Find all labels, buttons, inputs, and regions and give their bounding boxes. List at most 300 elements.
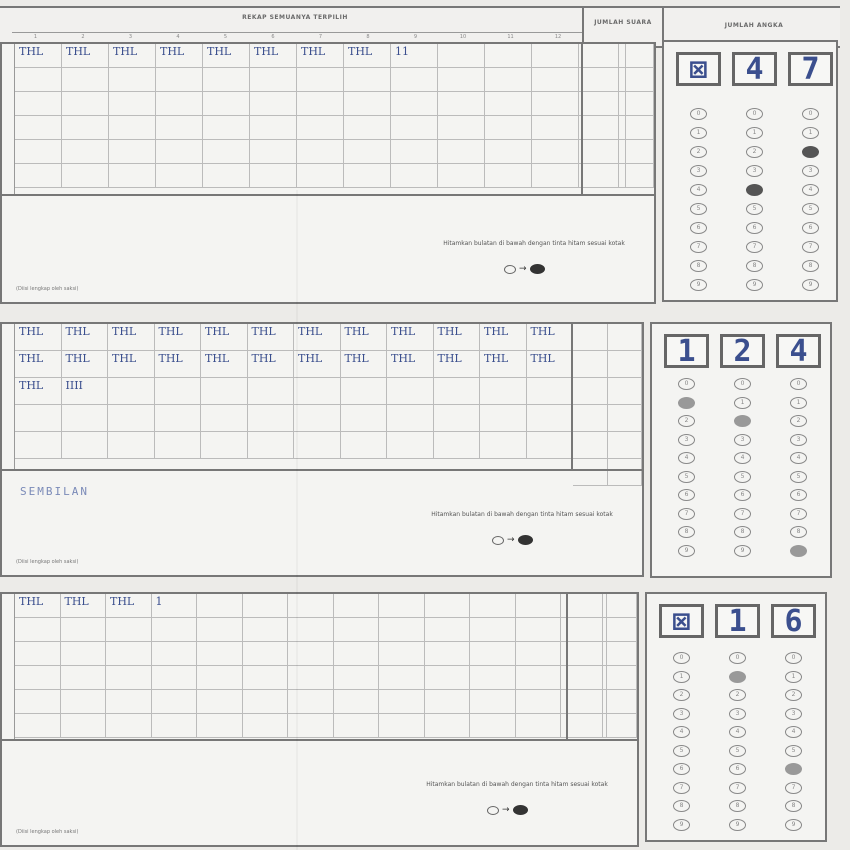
tally-cell: [250, 140, 297, 164]
tally-cell: [62, 405, 109, 432]
total-cell: [619, 92, 655, 116]
tally-cell: THL: [15, 351, 62, 378]
tally-cell: [61, 666, 107, 690]
tally-cell: [243, 642, 289, 666]
tally-cell: [197, 666, 243, 690]
tally-cell: [201, 405, 248, 432]
digit-bubble[interactable]: 4: [802, 184, 819, 196]
filled-bubble-icon: [518, 535, 533, 545]
digit-bubble[interactable]: 9: [673, 819, 690, 831]
tally-cell: THL: [61, 594, 107, 618]
digit-bubble[interactable]: 3: [785, 708, 802, 720]
tally-cell: [341, 378, 388, 405]
tally-cell: [434, 405, 481, 432]
tally-cell: [15, 690, 61, 714]
tally-cell: [334, 618, 380, 642]
tally-cell: [480, 405, 527, 432]
tally-cell: [438, 44, 485, 68]
digit-box: 1: [715, 604, 760, 638]
total-cell: [583, 92, 619, 116]
column-number: 2: [81, 34, 85, 40]
tally-cell: [379, 714, 425, 738]
digit-bubble[interactable]: 4: [690, 184, 707, 196]
digit-bubble[interactable]: 7: [734, 508, 751, 520]
digit-box: 2: [720, 334, 765, 368]
tally-cell: [425, 690, 471, 714]
tally-cell: [15, 405, 62, 432]
tally-cell: [516, 618, 562, 642]
tally-cell: [288, 690, 334, 714]
tally-cell: [288, 666, 334, 690]
instruction-text: Hitamkan bulatan di bawah dengan tinta hitam sesuai kotak: [431, 511, 613, 518]
tally-cell: THL: [108, 351, 155, 378]
filled-bubble-icon: [530, 264, 545, 274]
number-bubble-panel: [650, 322, 832, 578]
tally-panel: [0, 42, 656, 304]
total-cell: [603, 642, 638, 666]
tally-cell: [334, 642, 380, 666]
digit-bubble[interactable]: 2: [690, 146, 707, 158]
tally-cell: [197, 714, 243, 738]
tally-cell: [156, 164, 203, 188]
tally-cell: [15, 164, 62, 188]
digit-bubble[interactable]: 5: [673, 745, 690, 757]
tally-cell: [438, 116, 485, 140]
tally-cell: THL: [527, 324, 574, 351]
digit-bubble[interactable]: 2: [785, 689, 802, 701]
total-cell: [573, 351, 608, 378]
tally-cell: [203, 92, 250, 116]
digit-bubble[interactable]: 5: [690, 203, 707, 215]
digit-bubble[interactable]: 8: [678, 526, 695, 538]
total-cell: [583, 116, 619, 140]
tally-cell: [109, 92, 156, 116]
digit-bubble[interactable]: 9: [690, 279, 707, 291]
tally-cell: [391, 116, 438, 140]
tally-cell: IIII: [62, 378, 109, 405]
tally-cell: THL: [294, 351, 341, 378]
digit-bubble[interactable]: 8: [802, 260, 819, 272]
tally-cell: [516, 666, 562, 690]
tally-cell: [108, 405, 155, 432]
digit-bubble[interactable]: 0: [729, 652, 746, 664]
tally-cell: [106, 642, 152, 666]
digit-bubble[interactable]: 7: [673, 782, 690, 794]
fill-example: [487, 805, 528, 815]
tally-cell: [15, 432, 62, 459]
tally-cell: [297, 116, 344, 140]
tally-cell: [250, 164, 297, 188]
tally-section-3: [0, 592, 840, 847]
total-cell: [568, 594, 603, 618]
tally-cell: [434, 432, 481, 459]
tally-cell: [334, 714, 380, 738]
tally-cell: [243, 666, 289, 690]
digit-bubble[interactable]: 3: [746, 165, 763, 177]
tally-cell: [156, 68, 203, 92]
tally-cell: THL: [201, 324, 248, 351]
digit-bubble[interactable]: 0: [802, 108, 819, 120]
filled-bubble-icon: [513, 805, 528, 815]
digit-bubble[interactable]: 1: [802, 127, 819, 139]
digit-box: 7: [788, 52, 833, 86]
digit-bubble[interactable]: 3: [678, 434, 695, 446]
tally-cell: [15, 140, 62, 164]
digit-bubble[interactable]: 3: [734, 434, 751, 446]
arrow-right-icon: →: [507, 535, 515, 545]
fill-example: [492, 535, 533, 545]
digit-bubble[interactable]: 5: [729, 745, 746, 757]
digit-bubble[interactable]: 4: [785, 726, 802, 738]
digit-bubble[interactable]: 6: [729, 763, 746, 775]
total-votes-column: [581, 44, 656, 194]
digit-bubble[interactable]: 4: [734, 452, 751, 464]
header-title: REKAP SEMUANYA TERPILIH: [242, 14, 348, 21]
tally-cell: [155, 432, 202, 459]
tally-cell: THL: [434, 351, 481, 378]
tally-cell: [248, 405, 295, 432]
digit-bubble[interactable]: 7: [729, 782, 746, 794]
tally-cell: [243, 618, 289, 642]
total-votes-column: [566, 594, 639, 739]
digit-bubble[interactable]: 4: [673, 726, 690, 738]
tally-cell: THL: [344, 44, 391, 68]
total-cell: [619, 44, 655, 68]
digit-bubble[interactable]: [729, 671, 746, 683]
digit-bubble[interactable]: 5: [790, 471, 807, 483]
tally-panel: [0, 322, 644, 577]
tally-cell: [155, 405, 202, 432]
total-cell: [608, 351, 643, 378]
tally-cell: [61, 618, 107, 642]
tally-cell: [344, 92, 391, 116]
empty-bubble-icon: [492, 536, 504, 545]
column-number: 7: [318, 34, 323, 40]
tally-section-1: [0, 42, 840, 304]
digit-bubble[interactable]: 2: [729, 689, 746, 701]
tally-cell: [62, 92, 109, 116]
tally-cell: [485, 116, 532, 140]
tally-cell: [425, 666, 471, 690]
tally-cell: [15, 714, 61, 738]
tally-cell: [341, 432, 388, 459]
digit-bubble[interactable]: 2: [673, 689, 690, 701]
digit-bubble[interactable]: 4: [729, 726, 746, 738]
tally-cell: THL: [527, 351, 574, 378]
digit-bubble[interactable]: 9: [678, 545, 695, 557]
total-cell: [619, 140, 655, 164]
tally-cell: [15, 116, 62, 140]
digit-bubble[interactable]: 4: [790, 452, 807, 464]
tally-cell: [152, 690, 198, 714]
tally-cell: THL: [341, 324, 388, 351]
digit-bubble[interactable]: 0: [790, 378, 807, 390]
tally-cell: [438, 68, 485, 92]
digit-bubble[interactable]: 8: [734, 526, 751, 538]
tally-cell: [425, 618, 471, 642]
total-cell: [608, 324, 643, 351]
total-cell: [573, 378, 608, 405]
tally-cell: [152, 642, 198, 666]
number-bubble-panel: [645, 592, 827, 842]
tally-cell: [61, 690, 107, 714]
total-cell: [603, 714, 638, 738]
tally-cell: 11: [391, 44, 438, 68]
tally-cell: [379, 690, 425, 714]
tally-cell: [62, 116, 109, 140]
tally-panel: [0, 592, 639, 847]
total-cell: [568, 666, 603, 690]
instruction-text: Hitamkan bulatan di bawah dengan tinta hitam sesuai kotak: [426, 781, 608, 788]
tally-cell: [485, 140, 532, 164]
tally-cell: [15, 642, 61, 666]
total-votes-column: [571, 324, 644, 469]
total-cell: [603, 666, 638, 690]
tally-cell: [250, 116, 297, 140]
tally-cell: [15, 92, 62, 116]
digit-bubble[interactable]: 6: [690, 222, 707, 234]
tally-cell: [109, 116, 156, 140]
column-number: 4: [176, 34, 180, 40]
tally-cell: THL: [294, 324, 341, 351]
tally-cell: [470, 618, 516, 642]
tally-cell: [438, 140, 485, 164]
digit-bubble[interactable]: 9: [734, 545, 751, 557]
tally-cell: [108, 378, 155, 405]
digit-bubble[interactable]: 3: [790, 434, 807, 446]
tally-cell: [379, 642, 425, 666]
digit-bubble[interactable]: [802, 146, 819, 158]
tally-cell: [152, 618, 198, 642]
tally-cell: THL: [297, 44, 344, 68]
footer-note: (Diisi lengkap oleh saksi): [16, 829, 79, 835]
total-cell: [619, 68, 655, 92]
digit-bubble[interactable]: 8: [785, 800, 802, 812]
digit-bubble[interactable]: 9: [729, 819, 746, 831]
tally-cell: [297, 92, 344, 116]
digit-bubble[interactable]: 9: [746, 279, 763, 291]
digit-bubble[interactable]: 2: [790, 415, 807, 427]
digit-bubble[interactable]: 4: [678, 452, 695, 464]
tally-cell: [15, 618, 61, 642]
total-cell: [568, 642, 603, 666]
tally-cell: [109, 68, 156, 92]
digit-bubble[interactable]: 6: [790, 489, 807, 501]
digit-bubble[interactable]: 8: [729, 800, 746, 812]
column-number: 10: [459, 34, 467, 40]
digit-bubble[interactable]: 0: [746, 108, 763, 120]
digit-bubble[interactable]: 5: [678, 471, 695, 483]
tally-cell: THL: [62, 44, 109, 68]
digit-bubble[interactable]: 1: [790, 397, 807, 409]
number-bubble-panel: [662, 40, 838, 302]
tally-cell: [425, 714, 471, 738]
digit-bubble[interactable]: 7: [802, 241, 819, 253]
tally-cell: [387, 405, 434, 432]
tally-cell: [297, 68, 344, 92]
tally-cell: [197, 594, 243, 618]
tally-cell: THL: [62, 351, 109, 378]
digit-bubble[interactable]: 7: [690, 241, 707, 253]
digit-bubble[interactable]: 6: [734, 489, 751, 501]
column-number: 1: [33, 34, 38, 40]
notes-area: [2, 469, 642, 575]
header-total-label: JUMLAH SUARA: [594, 19, 652, 26]
digit-bubble[interactable]: 7: [785, 782, 802, 794]
tally-cell: [470, 690, 516, 714]
tally-cell: [156, 92, 203, 116]
tally-cell: [387, 378, 434, 405]
tally-cell: [106, 690, 152, 714]
digit-bubble[interactable]: 5: [802, 203, 819, 215]
digit-bubble[interactable]: 0: [690, 108, 707, 120]
tally-cell: [425, 594, 471, 618]
tally-cell: THL: [201, 351, 248, 378]
tally-cell: [532, 140, 579, 164]
digit-bubble[interactable]: 6: [678, 489, 695, 501]
tally-cell: THL: [387, 324, 434, 351]
tally-cell: [391, 140, 438, 164]
digit-bubble[interactable]: 6: [746, 222, 763, 234]
tally-cell: [297, 140, 344, 164]
total-cell: [608, 378, 643, 405]
tally-cell: [294, 432, 341, 459]
digit-bubble[interactable]: 7: [746, 241, 763, 253]
tally-cell: [470, 642, 516, 666]
digit-bubble[interactable]: 1: [673, 671, 690, 683]
footer-note: (Diisi lengkap oleh saksi): [16, 559, 79, 565]
tally-cell: [203, 164, 250, 188]
total-cell: [603, 690, 638, 714]
tally-cell: THL: [434, 324, 481, 351]
tally-cell: THL: [203, 44, 250, 68]
digit-bubble[interactable]: 5: [746, 203, 763, 215]
digit-bubble[interactable]: 0: [673, 652, 690, 664]
fold-line: [296, 190, 298, 850]
tally-cell: [438, 92, 485, 116]
digit-bubble[interactable]: 5: [785, 745, 802, 757]
digit-bubble[interactable]: 0: [785, 652, 802, 664]
tally-cell: [379, 594, 425, 618]
digit-bubble[interactable]: [746, 184, 763, 196]
total-cell: [568, 690, 603, 714]
tally-cell: [152, 666, 198, 690]
tally-cell: [532, 92, 579, 116]
digit-bubble[interactable]: [734, 415, 751, 427]
digit-bubble[interactable]: 1: [746, 127, 763, 139]
tally-cell: [109, 164, 156, 188]
tally-cell: [344, 116, 391, 140]
tally-cell: THL: [15, 378, 62, 405]
digit-bubble[interactable]: 3: [729, 708, 746, 720]
digit-bubble[interactable]: 2: [678, 415, 695, 427]
tally-cell: [334, 690, 380, 714]
digit-bubble[interactable]: 8: [673, 800, 690, 812]
tally-cell: [197, 618, 243, 642]
tally-cell: [152, 714, 198, 738]
tally-cell: [470, 714, 516, 738]
note-handwriting: SEMBILAN: [20, 485, 89, 498]
tally-cell: THL: [250, 44, 297, 68]
digit-bubble[interactable]: 0: [678, 378, 695, 390]
digit-bubble[interactable]: [785, 763, 802, 775]
footer-note: (Diisi lengkap oleh saksi): [16, 286, 79, 292]
tally-cell: [288, 642, 334, 666]
digit-bubble[interactable]: [678, 397, 695, 409]
digit-bubble[interactable]: 1: [785, 671, 802, 683]
tally-cell: [203, 140, 250, 164]
tally-cell: THL: [62, 324, 109, 351]
digit-bubble[interactable]: 7: [790, 508, 807, 520]
total-cell: [619, 116, 655, 140]
tally-cell: [516, 594, 562, 618]
tally-grid: [14, 594, 574, 739]
digit-bubble[interactable]: 5: [734, 471, 751, 483]
tally-cell: THL: [155, 351, 202, 378]
digit-bubble[interactable]: 3: [690, 165, 707, 177]
tally-cell: [532, 44, 579, 68]
tally-cell: [106, 714, 152, 738]
tally-cell: [294, 378, 341, 405]
digit-bubble[interactable]: 1: [734, 397, 751, 409]
digit-bubble[interactable]: 3: [802, 165, 819, 177]
tally-cell: [197, 642, 243, 666]
digit-bubble[interactable]: 9: [802, 279, 819, 291]
tally-cell: [480, 432, 527, 459]
tally-cell: [480, 378, 527, 405]
arrow-right-icon: →: [502, 805, 510, 815]
digit-bubble[interactable]: 8: [746, 260, 763, 272]
total-cell: [573, 405, 608, 432]
tally-cell: [485, 164, 532, 188]
digit-bubble[interactable]: 0: [734, 378, 751, 390]
total-cell: [608, 405, 643, 432]
notes-area: [2, 739, 637, 845]
digit-bubble[interactable]: [790, 545, 807, 557]
tally-cell: [250, 68, 297, 92]
tally-cell: [250, 92, 297, 116]
tally-cell: [201, 378, 248, 405]
tally-cell: [438, 164, 485, 188]
tally-cell: [532, 116, 579, 140]
digit-bubble[interactable]: 6: [673, 763, 690, 775]
column-number: 9: [413, 34, 418, 40]
tally-cell: [62, 68, 109, 92]
tally-cell: [391, 92, 438, 116]
digit-bubble[interactable]: 3: [673, 708, 690, 720]
tally-cell: THL: [15, 44, 62, 68]
tally-cell: [527, 405, 574, 432]
digit-bubble[interactable]: 8: [790, 526, 807, 538]
tally-cell: [62, 140, 109, 164]
tally-cell: [288, 594, 334, 618]
digit-bubble[interactable]: 9: [785, 819, 802, 831]
tally-cell: [379, 618, 425, 642]
tally-cell: [297, 164, 344, 188]
tally-cell: THL: [480, 351, 527, 378]
tally-grid: [14, 44, 589, 194]
tally-cell: [532, 164, 579, 188]
tally-cell: [108, 432, 155, 459]
tally-section-2: [0, 322, 840, 577]
digit-bubble[interactable]: 6: [802, 222, 819, 234]
digit-bubble[interactable]: 7: [678, 508, 695, 520]
digit-bubble[interactable]: 8: [690, 260, 707, 272]
digit-bubble[interactable]: 1: [690, 127, 707, 139]
tally-cell: THL: [155, 324, 202, 351]
digit-bubble[interactable]: 2: [746, 146, 763, 158]
tally-cell: [15, 68, 62, 92]
